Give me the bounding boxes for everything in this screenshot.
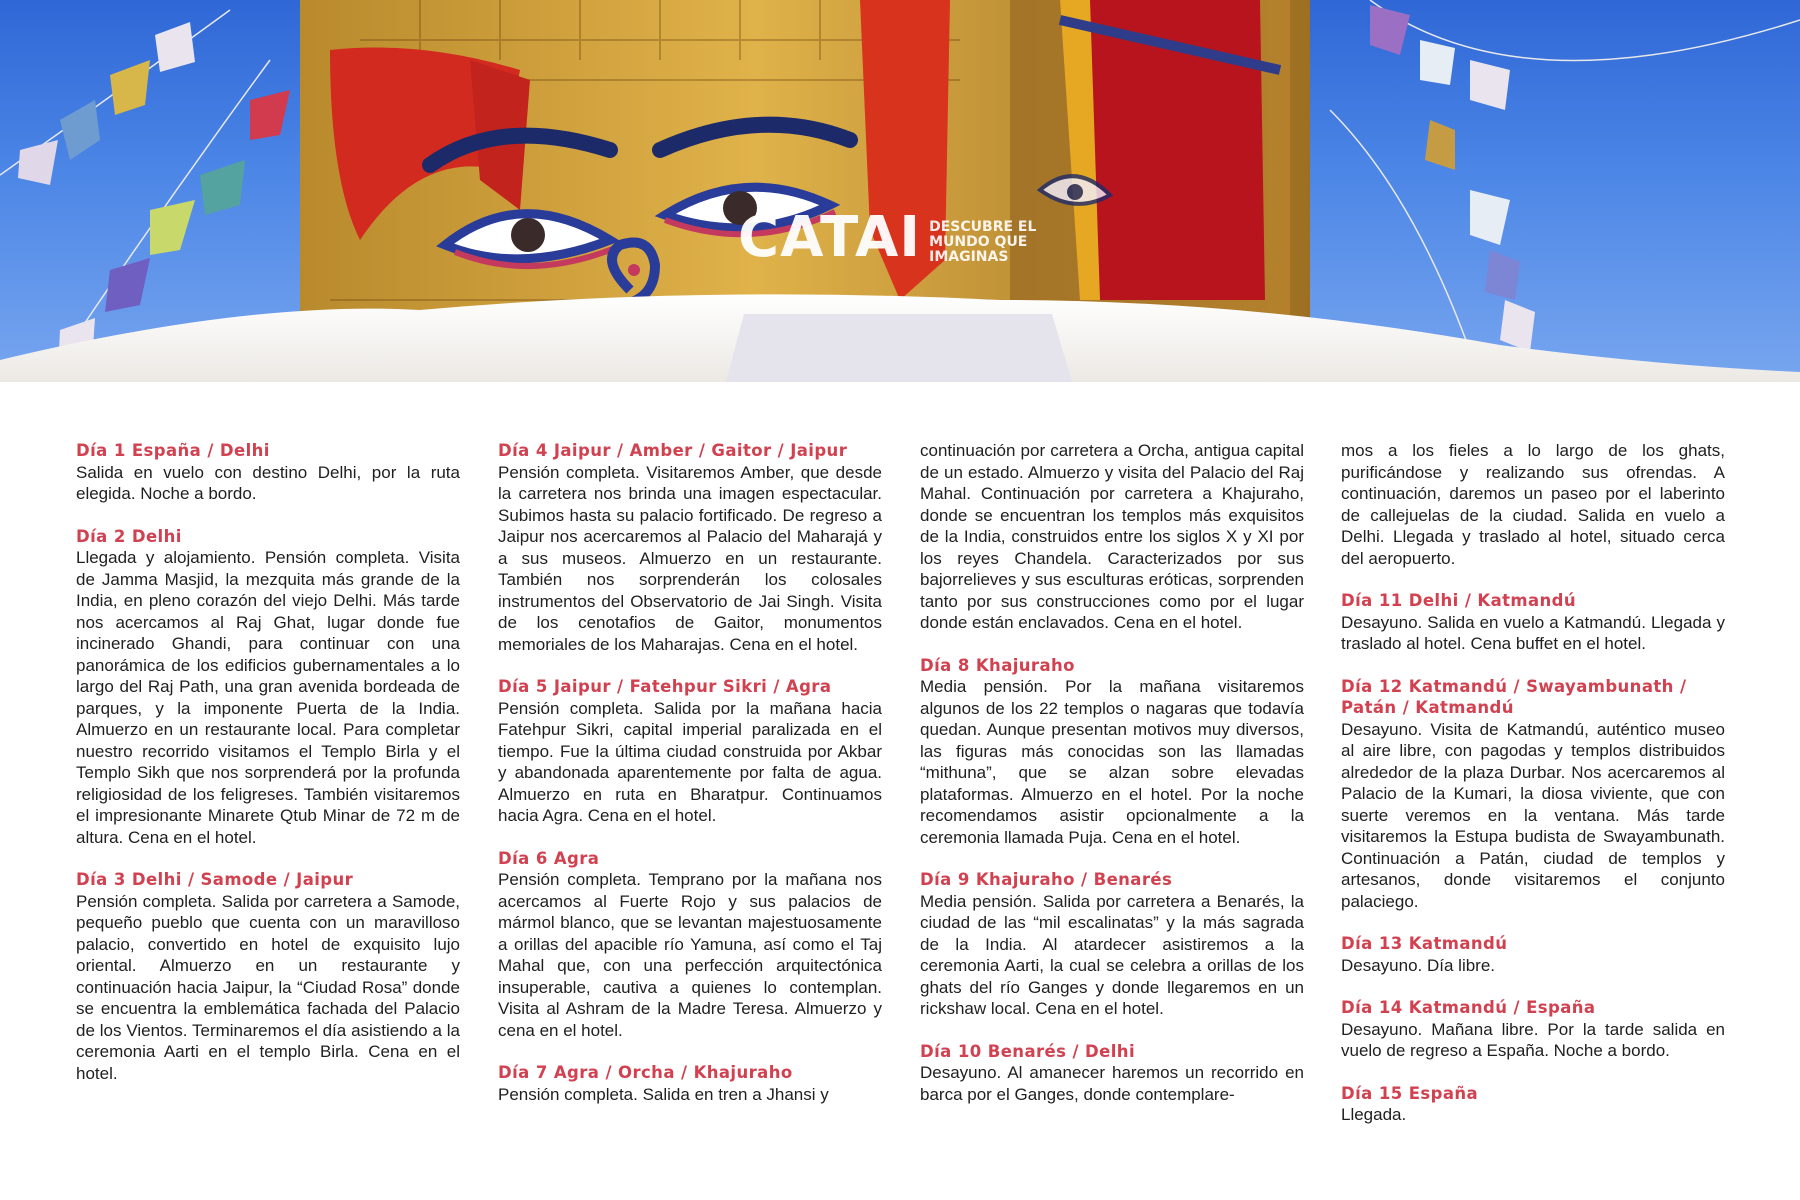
day-heading: Día 9 Khajuraho / Benarés bbox=[920, 870, 1173, 889]
day-heading: Día 3 Delhi / Samode / Jaipur bbox=[76, 870, 354, 889]
brand-tagline bbox=[929, 220, 1036, 264]
day-block bbox=[1341, 997, 1725, 1062]
day-heading: Día 15 España bbox=[1341, 1083, 1479, 1103]
day-text: Salida en vuelo con destino Delhi, por la ruta elegida. Noche a bordo. bbox=[76, 462, 460, 503]
day-block bbox=[76, 526, 460, 849]
day-text: Desayuno. Salida en vuelo a Katmandú. Llegada y traslado al hotel. Cena buffet en el hotel. bbox=[1341, 612, 1725, 653]
day-block bbox=[498, 1062, 882, 1105]
day-block bbox=[498, 848, 882, 1042]
itinerary-column-3 bbox=[920, 440, 1304, 1126]
day-text: Pensión completa. Visitaremos Amber, que desde la carretera nos brinda una imagen espectacular. Subimos hasta su palacio fortificado. De regreso a Jaipur nos acercaremos al Palacio del Maharajá y a sus museos. Almuerzo en un restaurante. También nos sorprenderán los colosales instrumentos del Observatorio de Jai Singh. Visita de los cenotafios de Gaitor, monumentos memoriales de los Maharajas. Cena en el hotel. bbox=[498, 462, 882, 654]
day-block bbox=[920, 655, 1304, 849]
day-text: Pensión completa. Temprano por la mañana nos acercamos al Fuerte Rojo y sus palacios de mármol blanco, que se levantan majestuosamente a orillas del apacible río Yamuna, así como el Taj Mahal que, con una perfección arquitectónica insuperable, cautiva a quienes lo contemplan. Visita al Ashram de la Madre Teresa. Almuerzo y cena en el hotel. bbox=[498, 870, 882, 1040]
day-block bbox=[920, 869, 1304, 1020]
tagline-line: MUNDO QUE bbox=[929, 234, 1028, 250]
day-text: continuación por carretera a Orcha, antigua capital de un estado. Almuerzo y visita del Palacio del Raj Mahal. Continuación por carretera a Khajuraho, donde se encuentran los templos más exquisitos de la India, construidos entre los siglos X y XI por los reyes Chandela. Caracterizados por sus bajorrelieves y sus esculturas eróticas, sorprenden tanto por sus construcciones como por el lugar donde están enclavados. Cena en el hotel. bbox=[920, 441, 1304, 632]
day-heading: Día 1 España / Delhi bbox=[76, 441, 270, 460]
day-block bbox=[76, 440, 460, 505]
day-text: Desayuno. Visita de Katmandú, auténtico museo al aire libre, con pagodas y templos distribuidos alrededor de la plaza Durbar. Nos acercaremos al Palacio de la Kumari, la diosa viviente, que con suerte veremos en la ventana. Más tarde visitaremos la Estupa budista de Swayambunath. Continuación a Patán, ciudad de templos y artesanos, donde visitaremos el conjunto palaciego. bbox=[1341, 719, 1725, 911]
day-heading: Día 14 Katmandú / España bbox=[1341, 998, 1596, 1017]
day-text: Desayuno. Mañana libre. Por la tarde salida en vuelo de regreso a España. Noche a bordo. bbox=[1341, 1019, 1725, 1060]
stupa-illustration bbox=[0, 0, 1800, 382]
day-block-continued bbox=[920, 440, 1304, 634]
day-block bbox=[920, 1041, 1304, 1106]
day-heading: Día 2 Delhi bbox=[76, 526, 182, 546]
day-block bbox=[498, 676, 882, 827]
catai-logo bbox=[738, 205, 1037, 270]
brand-name: CATAI bbox=[738, 205, 922, 270]
day-heading: Día 13 Katmandú bbox=[1341, 934, 1508, 953]
day-text: Media pensión. Por la mañana visitaremos algunos de los 22 templos o nagaras que todavía quedan. Aunque presentan motivos muy diversos, las figuras más conocidas son las llamadas “mithuna”, que se alzan sobre elevadas plataformas. Almuerzo en el hotel. Por la noche recomendamos asistir opcionalmente a la ceremonia llamada Puja. Cena en el hotel. bbox=[920, 677, 1304, 847]
itinerary-column-2 bbox=[498, 440, 882, 1126]
day-text: Llegada. bbox=[1341, 1105, 1407, 1124]
itinerary-column-1 bbox=[76, 440, 460, 1105]
day-heading: Día 6 Agra bbox=[498, 848, 600, 868]
day-text: mos a los fieles a lo largo de los ghats, purificándose y realizando sus ofrendas. A continuación, daremos un paseo por el laberinto de callejuelas de la ciudad. Salida en vuelo a Delhi. Llegada y traslado al hotel, situado cerca del aeropuerto. bbox=[1341, 441, 1725, 568]
day-heading: Día 7 Agra / Orcha / Khajuraho bbox=[498, 1063, 793, 1082]
day-heading: Día 8 Khajuraho bbox=[920, 655, 1075, 675]
day-text: Pensión completa. Salida en tren a Jhansi y bbox=[498, 1084, 829, 1104]
day-block bbox=[498, 440, 882, 655]
day-text: Pensión completa. Salida por la mañana hacia Fatehpur Sikri, capital imperial paralizada en el tiempo. Fue la última ciudad construida por Akbar y abandonada aparentemente por falta de agua. Almuerzo en ruta en Bharatpur. Continuamos hacia Agra. Cena en el hotel. bbox=[498, 698, 882, 825]
day-block bbox=[1341, 590, 1725, 655]
day-heading: Día 10 Benarés / Delhi bbox=[920, 1041, 1135, 1061]
day-block-continued bbox=[1341, 440, 1725, 569]
day-text: Llegada y alojamiento. Pensión completa. Visita de Jamma Masjid, la mezquita más grande de la India, en pleno corazón del viejo Delhi. Más tarde nos acercamos al Raj Ghat, lugar donde fue incinerado Ghandi, para continuar con una panorámica de los edificios gubernamentales a lo largo del Raj Path, una gran avenida bordeada de parques, y la imponente Puerta de la India. Almuerzo en un restaurante local. Para completar nuestro recorrido visitamos el Templo Birla y el Templo Sikh que nos sorprenderá por la profunda religiosidad de los feligreses. También visitaremos el impresionante Minarete Qtub Minar de 72 m de altura. Cena en el hotel. bbox=[76, 548, 460, 847]
day-block bbox=[76, 869, 460, 1084]
itinerary-column-4 bbox=[1341, 440, 1725, 1147]
day-text: Desayuno. Al amanecer haremos un recorrido en barca por el Ganges, donde contemplare- bbox=[920, 1063, 1304, 1104]
tagline-line: IMAGINAS bbox=[929, 249, 1009, 264]
day-text: Pensión completa. Salida por carretera a Samode, pequeño pueblo que cuenta con un maravilloso palacio, convertido en hotel de exquisito lujo oriental. Almuerzo en un restaurante y continuación hacia Jaipur, la “Ciudad Rosa” donde se encuentra la emblemática fachada del Palacio de los Vientos. Terminaremos el día asistiendo a la ceremonia Aarti en el templo Birla. Cena en el hotel. bbox=[76, 891, 460, 1083]
day-heading: Día 4 Jaipur / Amber / Gaitor / Jaipur bbox=[498, 441, 848, 460]
tagline-line: DESCUBRE EL bbox=[929, 220, 1037, 235]
hero-image bbox=[0, 0, 1800, 382]
day-text: Desayuno. Día libre. bbox=[1341, 955, 1496, 975]
day-text: Media pensión. Salida por carretera a Benarés, la ciudad de las “mil escalinatas” y la más sagrada de la India. Al atardecer asistiremos a la ceremonia Aarti, la cual se celebra a orillas de los ghats del río Ganges y donde llegaremos en un rickshaw local. Cena en el hotel. bbox=[920, 891, 1304, 1018]
day-block bbox=[1341, 676, 1725, 913]
day-heading: Día 11 Delhi / Katmandú bbox=[1341, 591, 1577, 610]
day-heading: Día 12 Katmandú / Swayambunath / Patán / Katmandú bbox=[1341, 676, 1687, 717]
day-block bbox=[1341, 933, 1725, 976]
day-heading: Día 5 Jaipur / Fatehpur Sikri / Agra bbox=[498, 677, 832, 696]
day-block bbox=[1341, 1083, 1725, 1126]
